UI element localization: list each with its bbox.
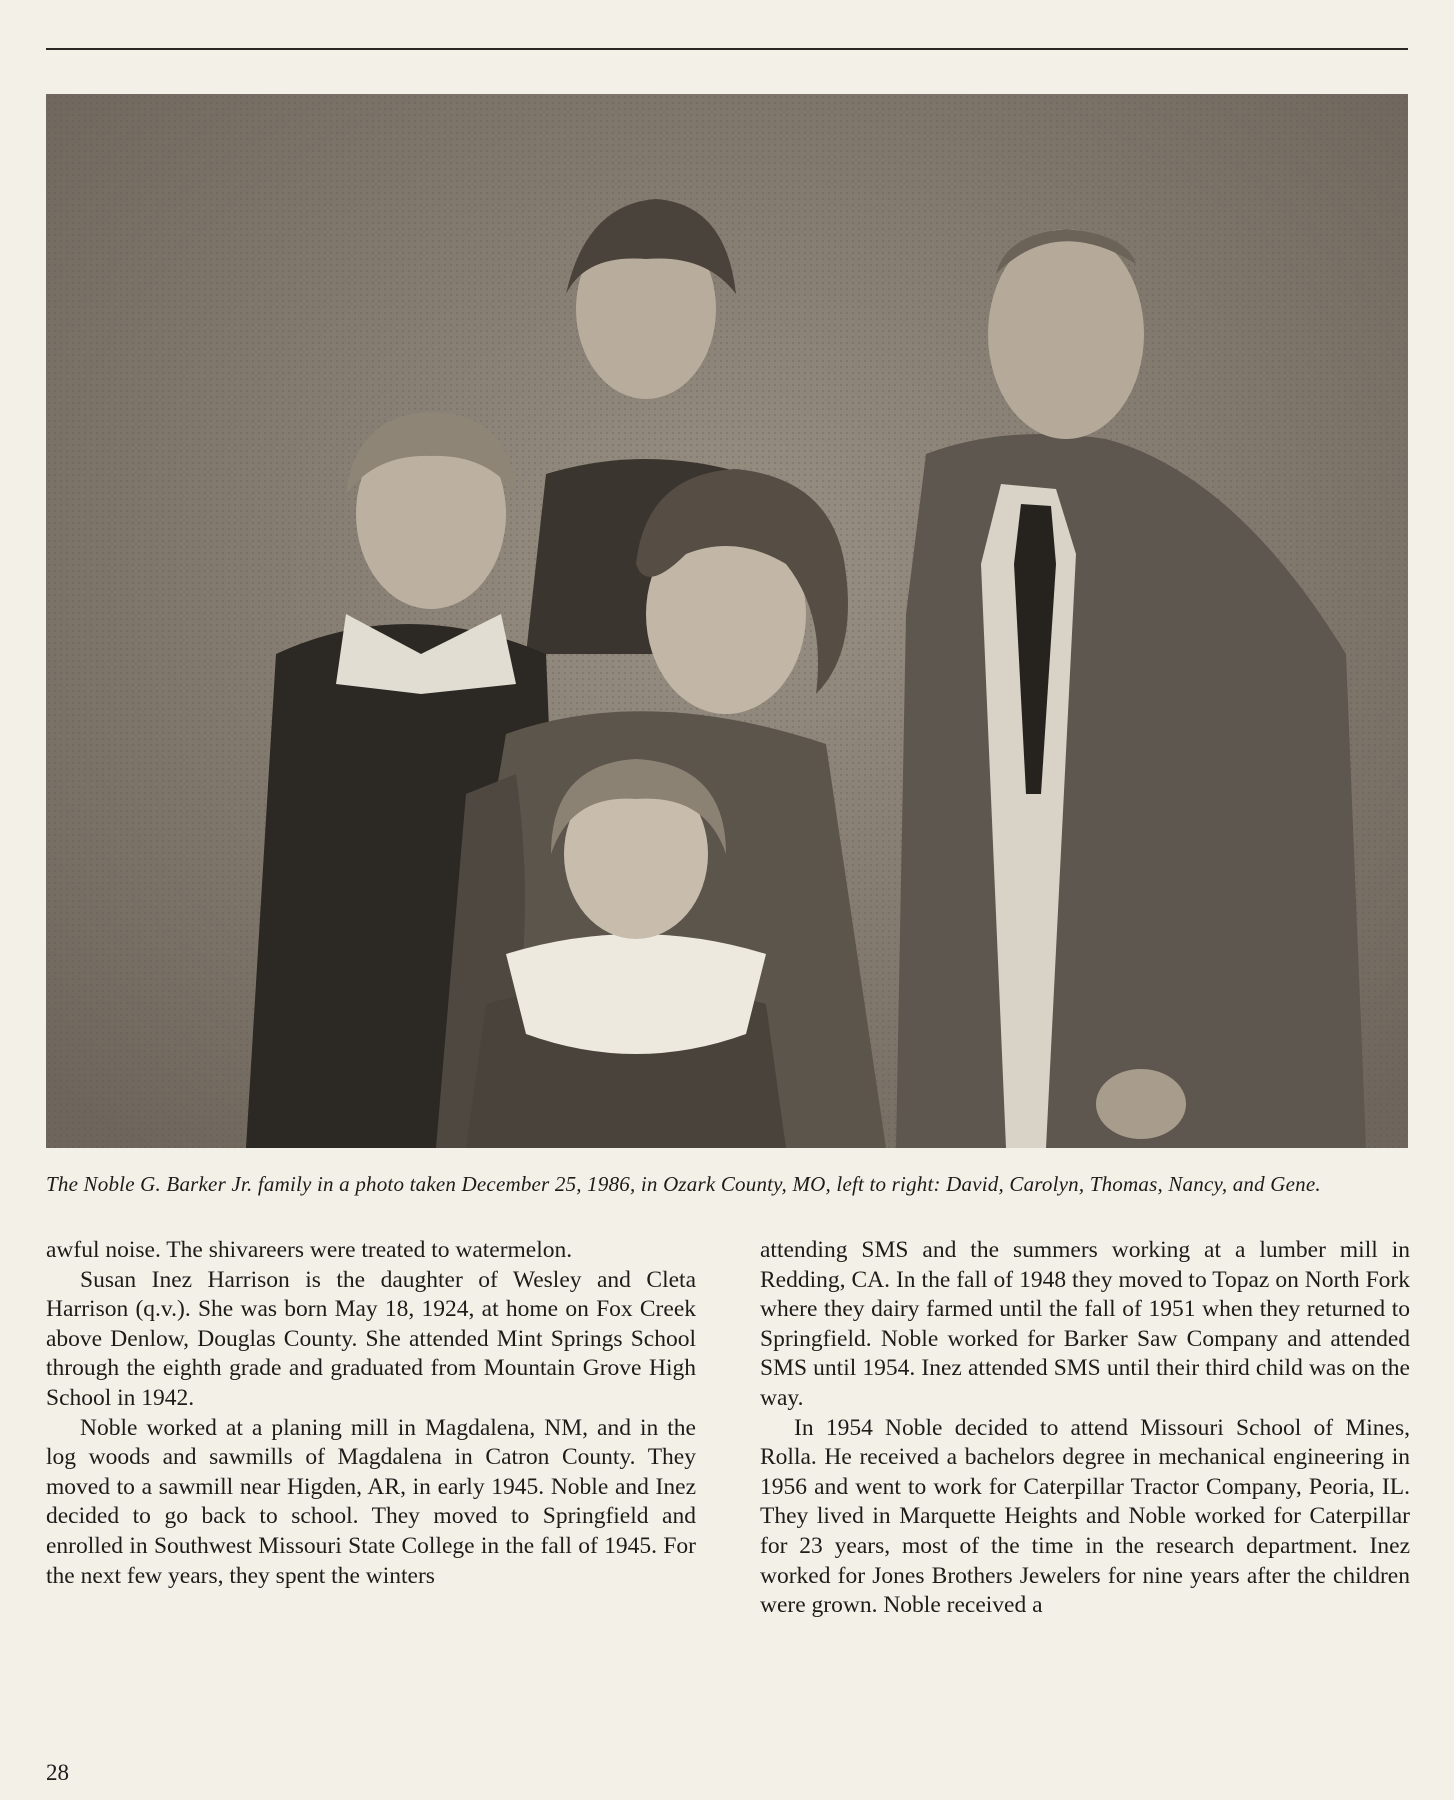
text-column-left xyxy=(46,1236,696,1591)
paragraph: awful noise. The shivareers were treated to watermelon. xyxy=(46,1237,573,1263)
family-portrait-photo xyxy=(46,94,1408,1148)
paragraph: Noble worked at a planing mill in Magdalena, NM, and in the log woods and sawmills of Magdalena in Catron County. They moved to a sawmill near Higden, AR, in early 1945. Noble and Inez decided to go back to school. They moved to Springfield and enrolled in Southwest Missouri State College in the fall of 1945. For the next few years, they spent the winters xyxy=(46,1414,696,1589)
paragraph: Susan Inez Harrison is the daughter of Wesley and Cleta Harrison (q.v.). She was born May 18, 1924, at home on Fox Creek above Denlow, Douglas County. She attended Mint Springs School through the eighth grade and graduated from Mountain Grove High School in 1942. xyxy=(46,1266,696,1411)
photo-caption: The Noble G. Barker Jr. family in a photo taken December 25, 1986, in Ozark County, MO, left to right: David, Carolyn, Thomas, Nancy, and Gene. xyxy=(46,1172,1321,1196)
paragraph: attending SMS and the summers working at a lumber mill in Redding, CA. In the fall of 1948 they moved to Topaz on North Fork where they dairy farmed until the fall of 1951 when they returned to Springfield. Noble worked for Barker Saw Company and attended SMS until 1954. Inez attended SMS until their third child was on the way. xyxy=(760,1237,1410,1411)
page-number: 28 xyxy=(46,1760,69,1785)
paragraph: In 1954 Noble decided to attend Missouri School of Mines, Rolla. He received a bachelors degree in mechanical engineering in 1956 and went to work for Caterpillar Tractor Company, Peoria, IL. They lived in Marquette Heights and Noble worked for Caterpillar for 23 years, most of the time in the research department. Inez worked for Jones Brothers Jewelers for nine years after the children were grown. Noble received a xyxy=(760,1414,1410,1619)
top-rule xyxy=(46,48,1408,50)
text-column-right xyxy=(760,1236,1410,1621)
portrait-illustration xyxy=(46,94,1408,1148)
